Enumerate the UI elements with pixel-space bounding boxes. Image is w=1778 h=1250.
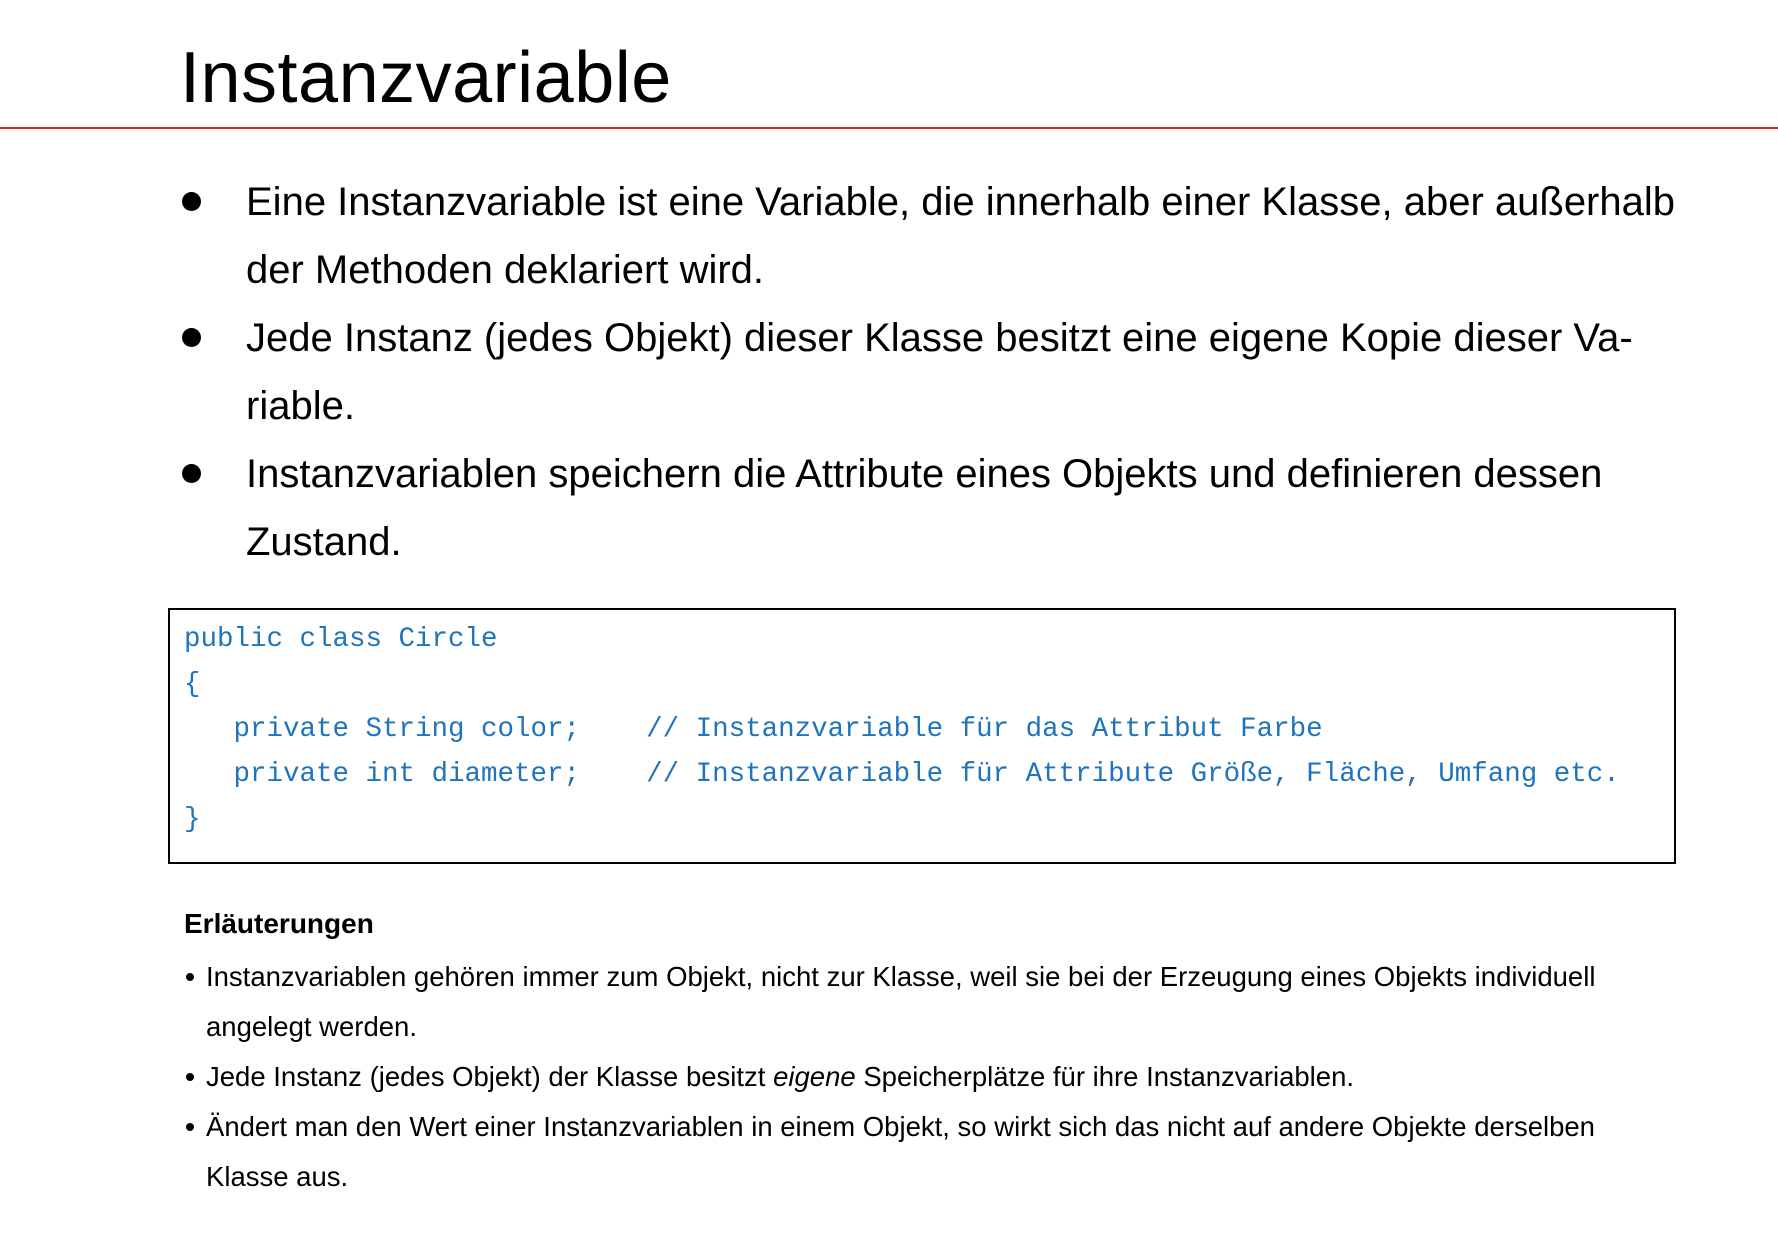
code-block [168,608,1676,864]
note-text-emphasis: eigene [773,1061,856,1092]
note-text-before: Jede Instanz (jedes Objekt) der Klasse besitzt [206,1061,774,1092]
slide-title: Instanzvariable [180,38,672,118]
code-line: { [184,669,201,700]
note-text-line: Instanzvariablen gehören immer zum Objekt, nicht zur Klasse, weil sie bei der Erzeugung eines Objekts individuell [206,961,1596,992]
code-line: } [184,804,201,835]
note-text-line: angelegt werden. [206,1011,417,1042]
note-bullet-icon [186,1073,194,1081]
bullet-text-line: der Methoden deklariert wird. [246,248,765,292]
bullet-text-line: Jede Instanz (jedes Objekt) dieser Klasse besitzt eine eigene Kopie dieser Va- [246,316,1633,360]
bullet-item [180,440,1740,576]
bullet-dot-icon [182,192,201,211]
bullet-list [180,168,1740,576]
note-item [184,1102,1744,1202]
notes-heading: Erläuterungen [184,908,374,939]
bullet-text-line: Eine Instanzvariable ist eine Variable, die innerhalb einer Klasse, aber außerhalb [246,180,1676,224]
bullet-item [180,304,1740,440]
note-text-line: Ändert man den Wert einer Instanzvariablen in einem Objekt, so wirkt sich das nicht auf andere Objekte derselben [206,1111,1595,1142]
note-bullet-icon [186,973,194,981]
code-line: private int diameter; // Instanzvariable für Attribute Größe, Fläche, Umfang etc. [184,759,1620,790]
code-line: public class Circle [184,624,498,655]
bullet-dot-icon [182,328,201,347]
note-text-line [206,1052,1744,1102]
bullet-text-line: Instanzvariablen speichern die Attribute eines Objekts und definieren dessen [246,452,1603,496]
notes-list [184,952,1744,1202]
note-bullet-icon [186,1123,194,1131]
bullet-item [180,168,1740,304]
note-item [184,952,1744,1052]
code-line: private String color; // Instanzvariable für das Attribut Farbe [184,714,1323,745]
bullet-text-line: riable. [246,384,355,428]
title-divider [0,127,1778,129]
bullet-text-line: Zustand. [246,520,402,564]
note-text-after: Speicherplätze für ihre Instanzvariablen. [855,1061,1355,1092]
note-item [184,1052,1744,1102]
note-text-line: Klasse aus. [206,1161,349,1192]
bullet-dot-icon [182,464,201,483]
